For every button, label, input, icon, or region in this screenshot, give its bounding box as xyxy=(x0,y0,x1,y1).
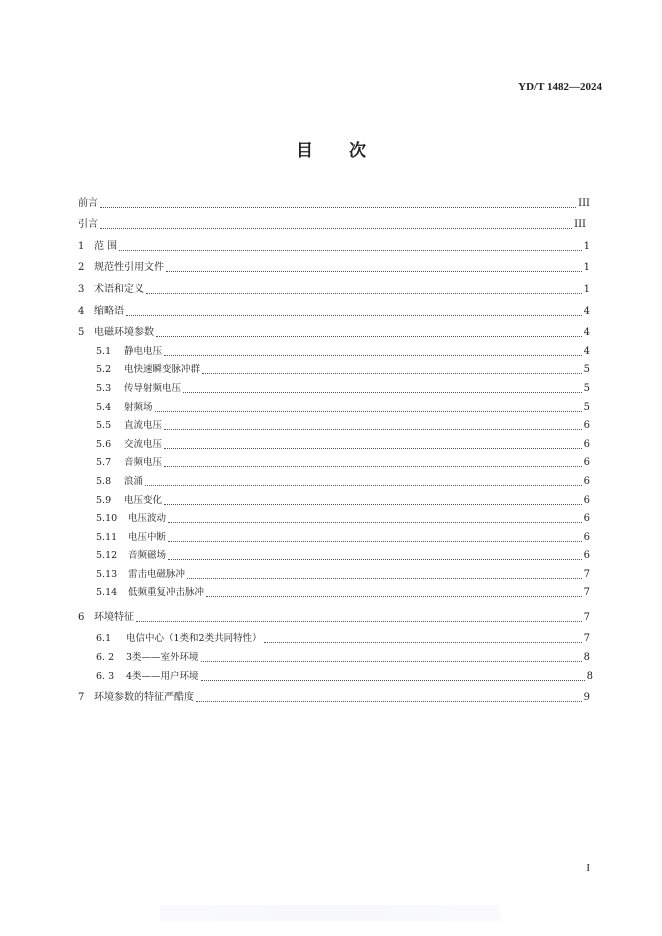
toc-page: 8 xyxy=(586,670,593,682)
toc-page: 6 xyxy=(583,457,590,469)
toc-leader xyxy=(201,680,585,681)
toc-label: 缩略语 xyxy=(94,305,124,317)
toc-number: 5.8 xyxy=(96,475,112,487)
toc-page: 7 xyxy=(583,587,590,599)
toc-label: 引言 xyxy=(78,219,98,231)
toc-leader xyxy=(156,336,582,337)
toc-page: 4 xyxy=(583,345,590,357)
toc-entry-5-11[interactable] xyxy=(78,525,590,544)
toc-entry-5-3[interactable] xyxy=(78,376,590,395)
toc-page: 5 xyxy=(583,364,590,376)
toc-number: 1 xyxy=(78,240,85,252)
toc-entry-5-12[interactable] xyxy=(78,544,590,563)
toc-number: 4 xyxy=(78,305,85,317)
toc-number: 5.13 xyxy=(96,568,118,580)
toc-entry-5-6[interactable] xyxy=(78,432,590,451)
toc-label: 直流电压 xyxy=(124,420,163,432)
toc-label: 音频磁场 xyxy=(128,550,167,562)
toc-label: 射频场 xyxy=(124,401,153,413)
toc-page: 6 xyxy=(583,438,590,450)
toc-label: 传导射频电压 xyxy=(124,382,182,394)
toc-leader xyxy=(206,596,582,597)
toc-label: 电压波动 xyxy=(128,513,167,525)
toc-entry-introduction[interactable] xyxy=(78,210,590,232)
toc-leader xyxy=(164,504,582,505)
toc-leader xyxy=(168,541,582,542)
toc-page: 6 xyxy=(583,550,590,562)
toc-number: 5.12 xyxy=(96,550,118,562)
toc-leader xyxy=(196,701,582,702)
toc-leader xyxy=(187,578,582,579)
toc-number: 5 xyxy=(78,327,85,339)
toc-page: 6 xyxy=(583,475,590,487)
toc-leader xyxy=(146,293,582,294)
toc-leader xyxy=(168,522,582,523)
toc-entry-5-7[interactable] xyxy=(78,451,590,470)
toc-label: 浪涌 xyxy=(124,475,144,487)
toc-entry-5[interactable] xyxy=(78,318,590,340)
toc-page: 7 xyxy=(583,612,590,624)
toc-number: 5.6 xyxy=(96,438,112,450)
toc-number: 5.4 xyxy=(96,401,112,413)
toc-label: 术语和定义 xyxy=(94,283,144,295)
toc-entry-5-5[interactable] xyxy=(78,414,590,433)
toc-number: 6 xyxy=(78,612,85,624)
toc-number: 5.5 xyxy=(96,420,112,432)
toc-label: 3类——室外环境 xyxy=(126,652,199,664)
toc-entry-5-14[interactable] xyxy=(78,581,590,600)
toc-page: 1 xyxy=(583,283,590,295)
toc-label: 范 围 xyxy=(94,240,118,252)
toc-label: 电压变化 xyxy=(124,494,163,506)
toc-entry-3[interactable] xyxy=(78,274,590,296)
toc-page: 6 xyxy=(583,513,590,525)
toc-number: 5.9 xyxy=(96,494,112,506)
toc-number: 7 xyxy=(78,692,85,704)
toc-number: 5.7 xyxy=(96,457,112,469)
toc-page: 5 xyxy=(583,401,590,413)
title-char-2: 次 xyxy=(348,141,366,161)
page-number: I xyxy=(586,862,590,874)
toc-number: 5.2 xyxy=(96,364,112,376)
toc-label: 4类——用户环境 xyxy=(126,670,199,682)
toc-leader xyxy=(155,411,582,412)
toc-leader xyxy=(119,250,581,251)
toc-number: 2 xyxy=(78,262,85,274)
toc-entry-5-9[interactable] xyxy=(78,488,590,507)
toc-leader xyxy=(164,429,582,430)
toc-leader xyxy=(201,661,582,662)
toc-page: 9 xyxy=(583,692,590,704)
watermark-band xyxy=(160,905,500,921)
toc-page: 4 xyxy=(583,305,590,317)
toc-entry-6-2[interactable] xyxy=(78,645,590,664)
toc-leader xyxy=(264,642,582,643)
toc-label: 交流电压 xyxy=(124,438,163,450)
toc-page: 6 xyxy=(583,494,590,506)
toc-entry-6[interactable] xyxy=(78,599,590,624)
toc-label: 雷击电磁脉冲 xyxy=(128,568,186,580)
toc-entry-5-13[interactable] xyxy=(78,562,590,581)
toc-label: 前言 xyxy=(78,197,98,209)
toc-leader xyxy=(164,466,582,467)
toc-page: 7 xyxy=(583,568,590,580)
toc-entry-5-1[interactable] xyxy=(78,339,590,358)
toc-page: III xyxy=(578,197,590,209)
toc-number: 5.11 xyxy=(96,531,118,543)
toc-page: 7 xyxy=(583,633,590,645)
toc-leader xyxy=(100,228,572,229)
table-of-contents xyxy=(78,188,593,704)
toc-entry-6-1[interactable] xyxy=(78,624,590,645)
toc-number: 6. 2 xyxy=(96,652,115,664)
toc-leader xyxy=(202,373,582,374)
toc-number: 5.14 xyxy=(96,587,118,599)
toc-label: 电快速瞬变脉冲群 xyxy=(124,364,201,376)
toc-page: 1 xyxy=(583,240,590,252)
toc-page: 6 xyxy=(583,531,590,543)
toc-label: 电磁环境参数 xyxy=(94,327,154,339)
toc-leader xyxy=(166,271,582,272)
toc-number: 3 xyxy=(78,283,85,295)
page-title xyxy=(0,136,662,161)
toc-page: 6 xyxy=(583,420,590,432)
title-char-1: 目 xyxy=(296,141,314,161)
toc-number: 5.1 xyxy=(96,345,112,357)
toc-entry-5-2[interactable] xyxy=(78,358,590,377)
toc-label: 低频重复冲击脉冲 xyxy=(128,587,205,599)
toc-number: 6.1 xyxy=(96,633,112,645)
toc-label: 静电电压 xyxy=(124,345,163,357)
toc-leader xyxy=(168,559,582,560)
toc-entry-5-10[interactable] xyxy=(78,507,590,526)
toc-entry-2[interactable] xyxy=(78,253,590,275)
toc-page: 1 xyxy=(583,262,590,274)
toc-number: 5.10 xyxy=(96,513,118,525)
toc-label: 电信中心（1类和2类共同特性） xyxy=(126,633,262,645)
toc-entry-7[interactable] xyxy=(78,683,590,705)
toc-leader xyxy=(126,315,582,316)
toc-number: 5.3 xyxy=(96,382,112,394)
toc-page: 5 xyxy=(583,382,590,394)
toc-entry-6-3[interactable] xyxy=(78,664,593,683)
toc-leader xyxy=(164,448,582,449)
toc-leader xyxy=(164,355,582,356)
toc-leader xyxy=(183,392,582,393)
toc-page: 8 xyxy=(583,652,590,664)
toc-label: 音频电压 xyxy=(124,457,163,469)
toc-leader xyxy=(100,207,576,208)
toc-entry-5-8[interactable] xyxy=(78,469,590,488)
toc-leader xyxy=(136,621,582,622)
toc-entry-5-4[interactable] xyxy=(78,395,590,414)
toc-entry-preface[interactable] xyxy=(78,188,590,210)
standard-code: YD/T 1482—2024 xyxy=(518,81,602,93)
toc-number: 6. 3 xyxy=(96,670,115,682)
toc-page: III xyxy=(574,219,586,231)
toc-label: 环境特征 xyxy=(94,612,134,624)
toc-page: 4 xyxy=(583,327,590,339)
toc-label: 环境参数的特征严酷度 xyxy=(94,692,194,704)
toc-leader xyxy=(145,485,582,486)
toc-entry-4[interactable] xyxy=(78,296,590,318)
toc-label: 电压中断 xyxy=(128,531,167,543)
toc-entry-1[interactable] xyxy=(78,231,590,253)
toc-label: 规范性引用文件 xyxy=(94,262,164,274)
